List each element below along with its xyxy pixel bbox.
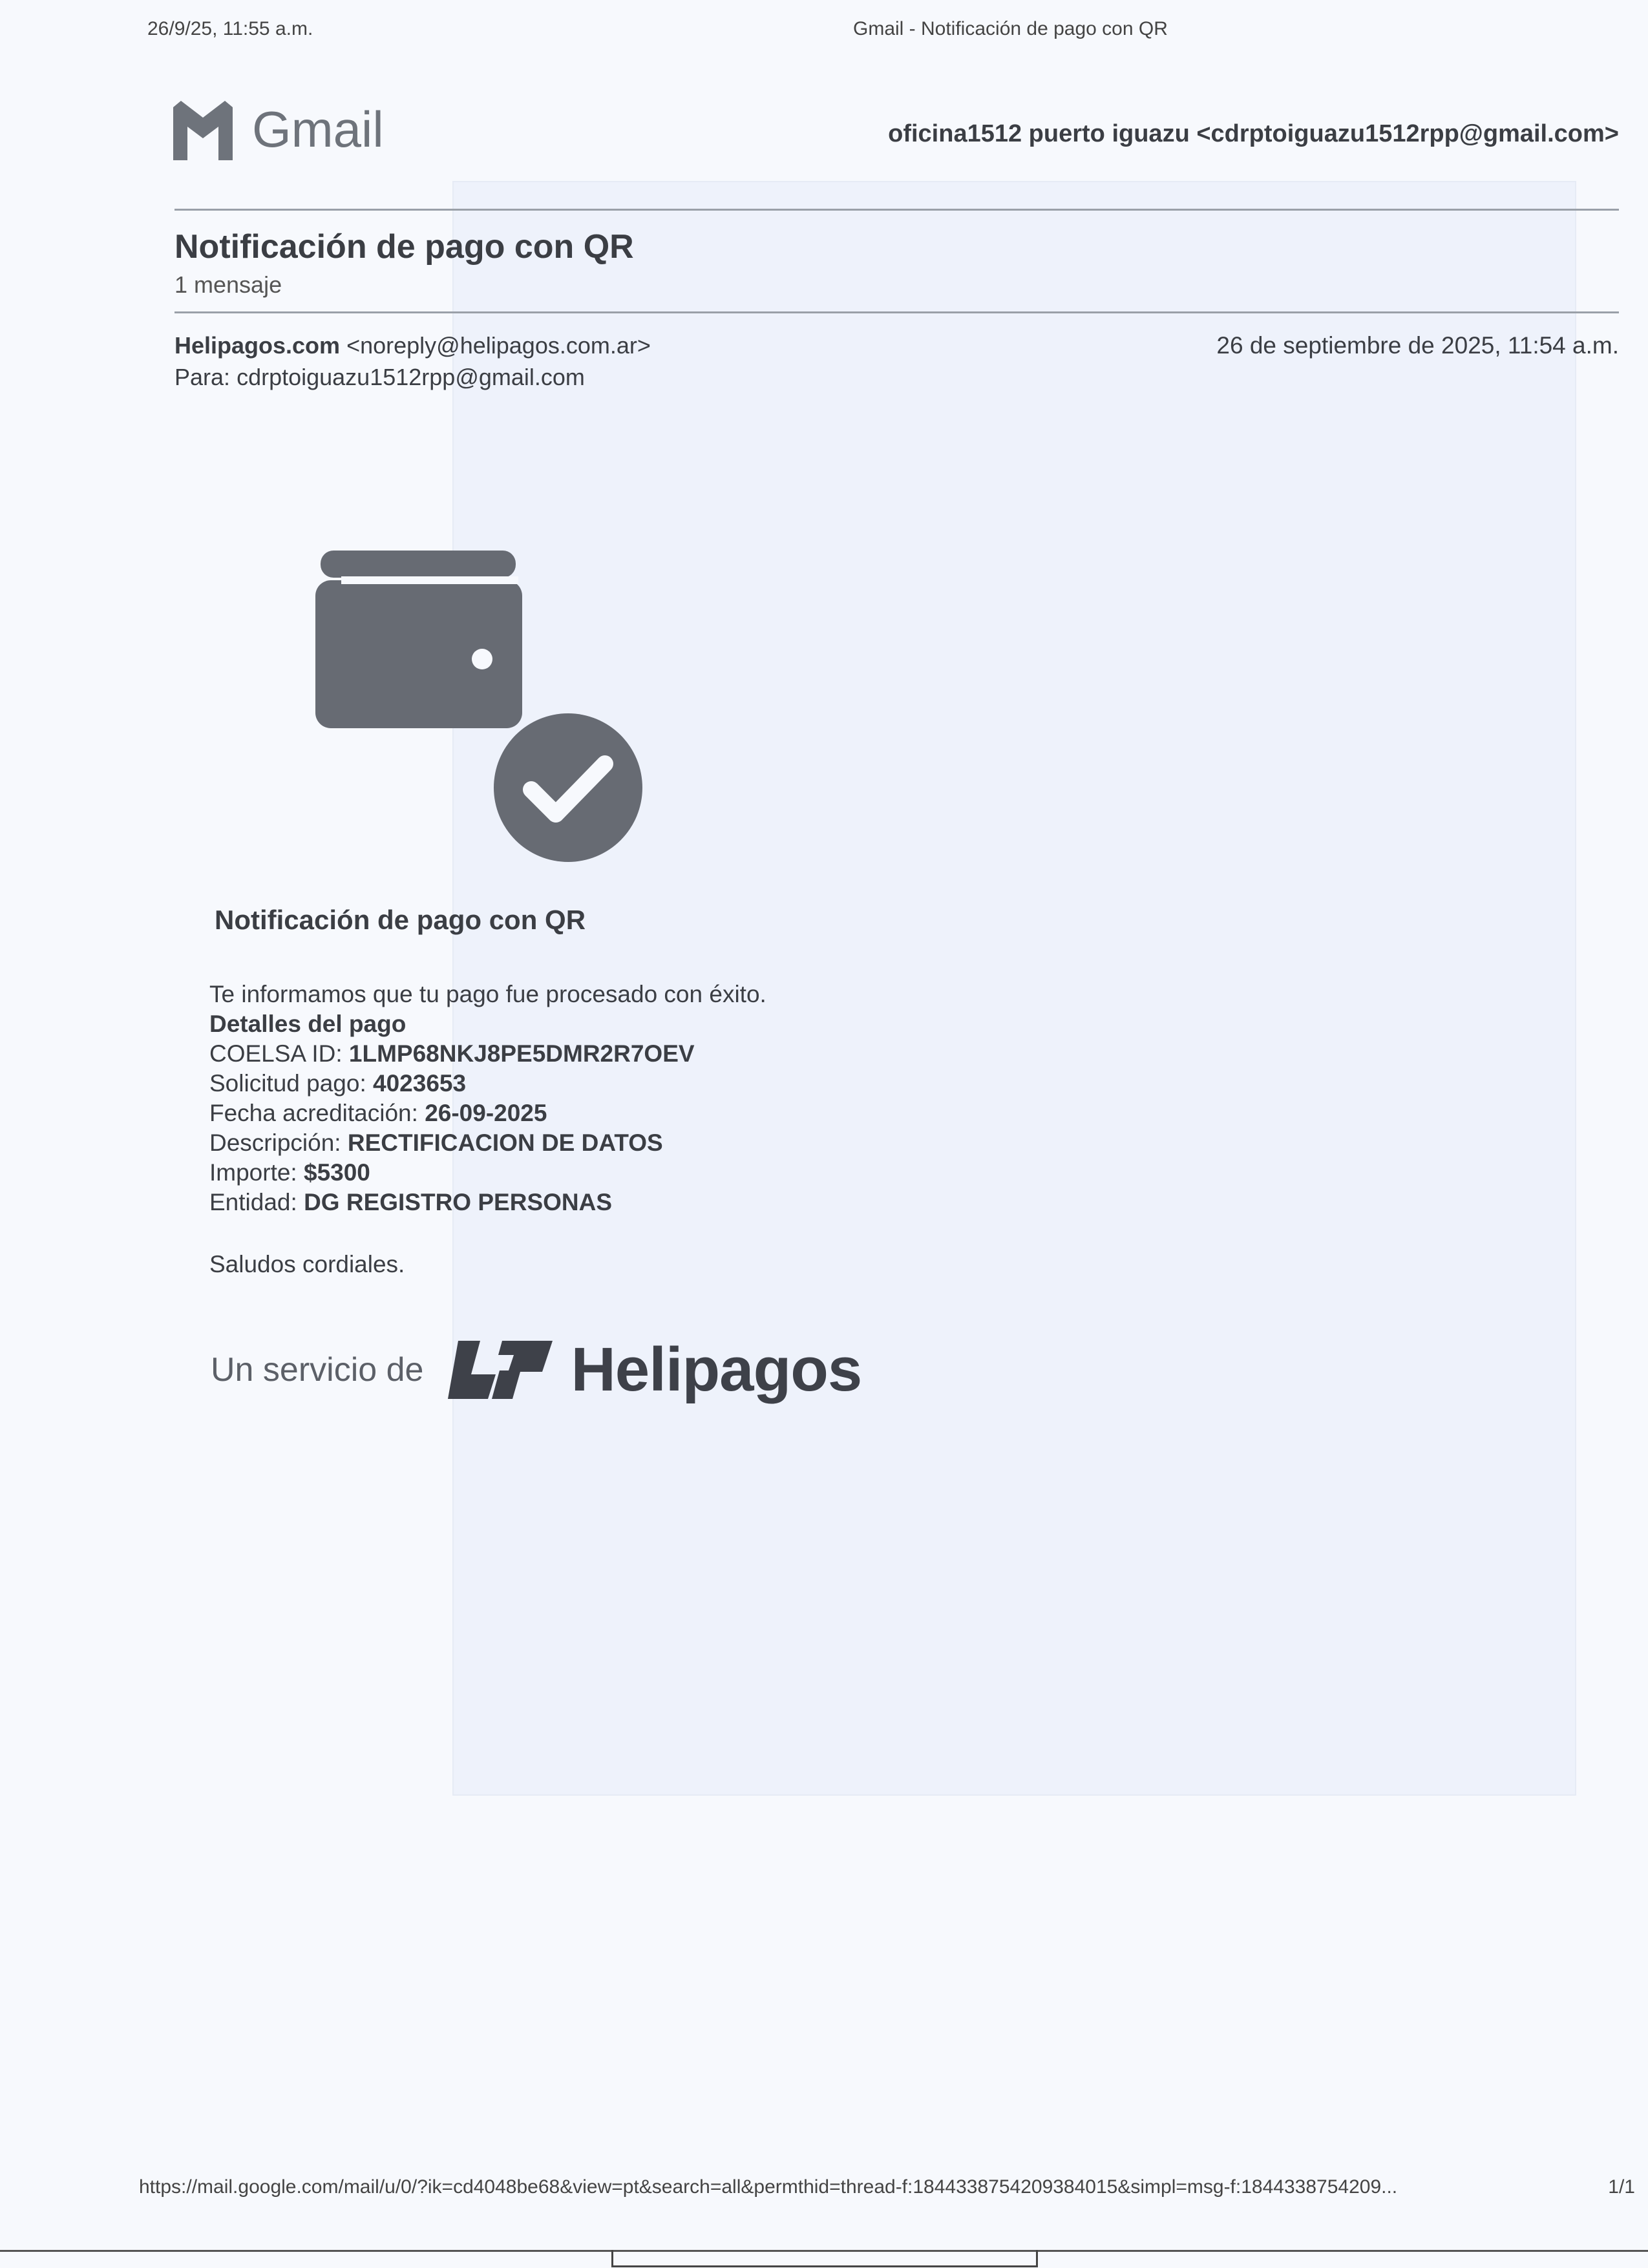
email-heading: Notificación de pago con QR [215, 905, 586, 935]
message-sender [174, 332, 651, 359]
detail-value: 1LMP68NKJ8PE5DMR2R7OEV [348, 1040, 695, 1067]
message-divider [174, 311, 1619, 313]
detail-label: Importe: [209, 1159, 297, 1186]
detail-row-solicitud [209, 1069, 766, 1098]
recipient-email: cdrptoiguazu1512rpp@gmail.com [237, 364, 585, 390]
check-circle-icon [494, 713, 642, 862]
detail-row-importe [209, 1158, 766, 1188]
detail-label: Solicitud pago: [209, 1070, 366, 1097]
detail-row-coelsa [209, 1039, 766, 1069]
print-url: https://mail.google.com/mail/u/0/?ik=cd4048be68&view=pt&search=all&permthid=thread-f:1844338754209384015&simpl=msg-f:1844338754209... [139, 2176, 1398, 2198]
print-page-title: Gmail - Notificación de pago con QR [853, 18, 1168, 39]
message-recipient [174, 364, 585, 391]
detail-value: $5300 [304, 1159, 370, 1186]
helipagos-logo-icon [445, 1334, 555, 1405]
message-date: 26 de septiembre de 2025, 11:54 a.m. [1216, 332, 1619, 359]
service-footer [211, 1334, 861, 1405]
detail-value: 4023653 [373, 1070, 467, 1097]
gmail-logo [173, 98, 384, 160]
closing-text: Saludos cordiales. [209, 1251, 405, 1277]
detail-row-entidad [209, 1188, 766, 1217]
sender-email: <noreply@helipagos.com.ar> [346, 332, 651, 359]
detail-label: Entidad: [209, 1189, 297, 1215]
header-divider [174, 209, 1619, 211]
wallet-icon [315, 551, 522, 728]
message-count: 1 mensaje [174, 271, 282, 298]
detail-label: Descripción: [209, 1129, 341, 1156]
payment-details [209, 980, 766, 1217]
detail-row-descripcion [209, 1128, 766, 1158]
helipagos-wordmark: Helipagos [571, 1335, 862, 1404]
gmail-m-icon [173, 98, 233, 160]
scan-bottom-tab [611, 2250, 1038, 2267]
recipient-label: Para: [174, 364, 231, 390]
detail-row-fecha [209, 1098, 766, 1128]
sender-name: Helipagos.com [174, 332, 341, 359]
thread-subject: Notificación de pago con QR [174, 228, 634, 266]
gmail-wordmark: Gmail [252, 100, 384, 158]
detail-label: Fecha acreditación: [209, 1100, 418, 1126]
detail-value: DG REGISTRO PERSONAS [304, 1189, 613, 1215]
detail-label: COELSA ID: [209, 1040, 343, 1067]
print-page-number: 1/1 [1608, 2176, 1635, 2198]
print-datetime: 26/9/25, 11:55 a.m. [147, 18, 313, 39]
detail-value: 26-09-2025 [425, 1100, 547, 1126]
details-title: Detalles del pago [209, 1011, 407, 1037]
detail-value: RECTIFICACION DE DATOS [347, 1129, 663, 1156]
account-email: oficina1512 puerto iguazu <cdrptoiguazu1512rpp@gmail.com> [888, 120, 1619, 147]
intro-text: Te informamos que tu pago fue procesado con éxito. [209, 981, 766, 1007]
service-text: Un servicio de [211, 1351, 424, 1389]
